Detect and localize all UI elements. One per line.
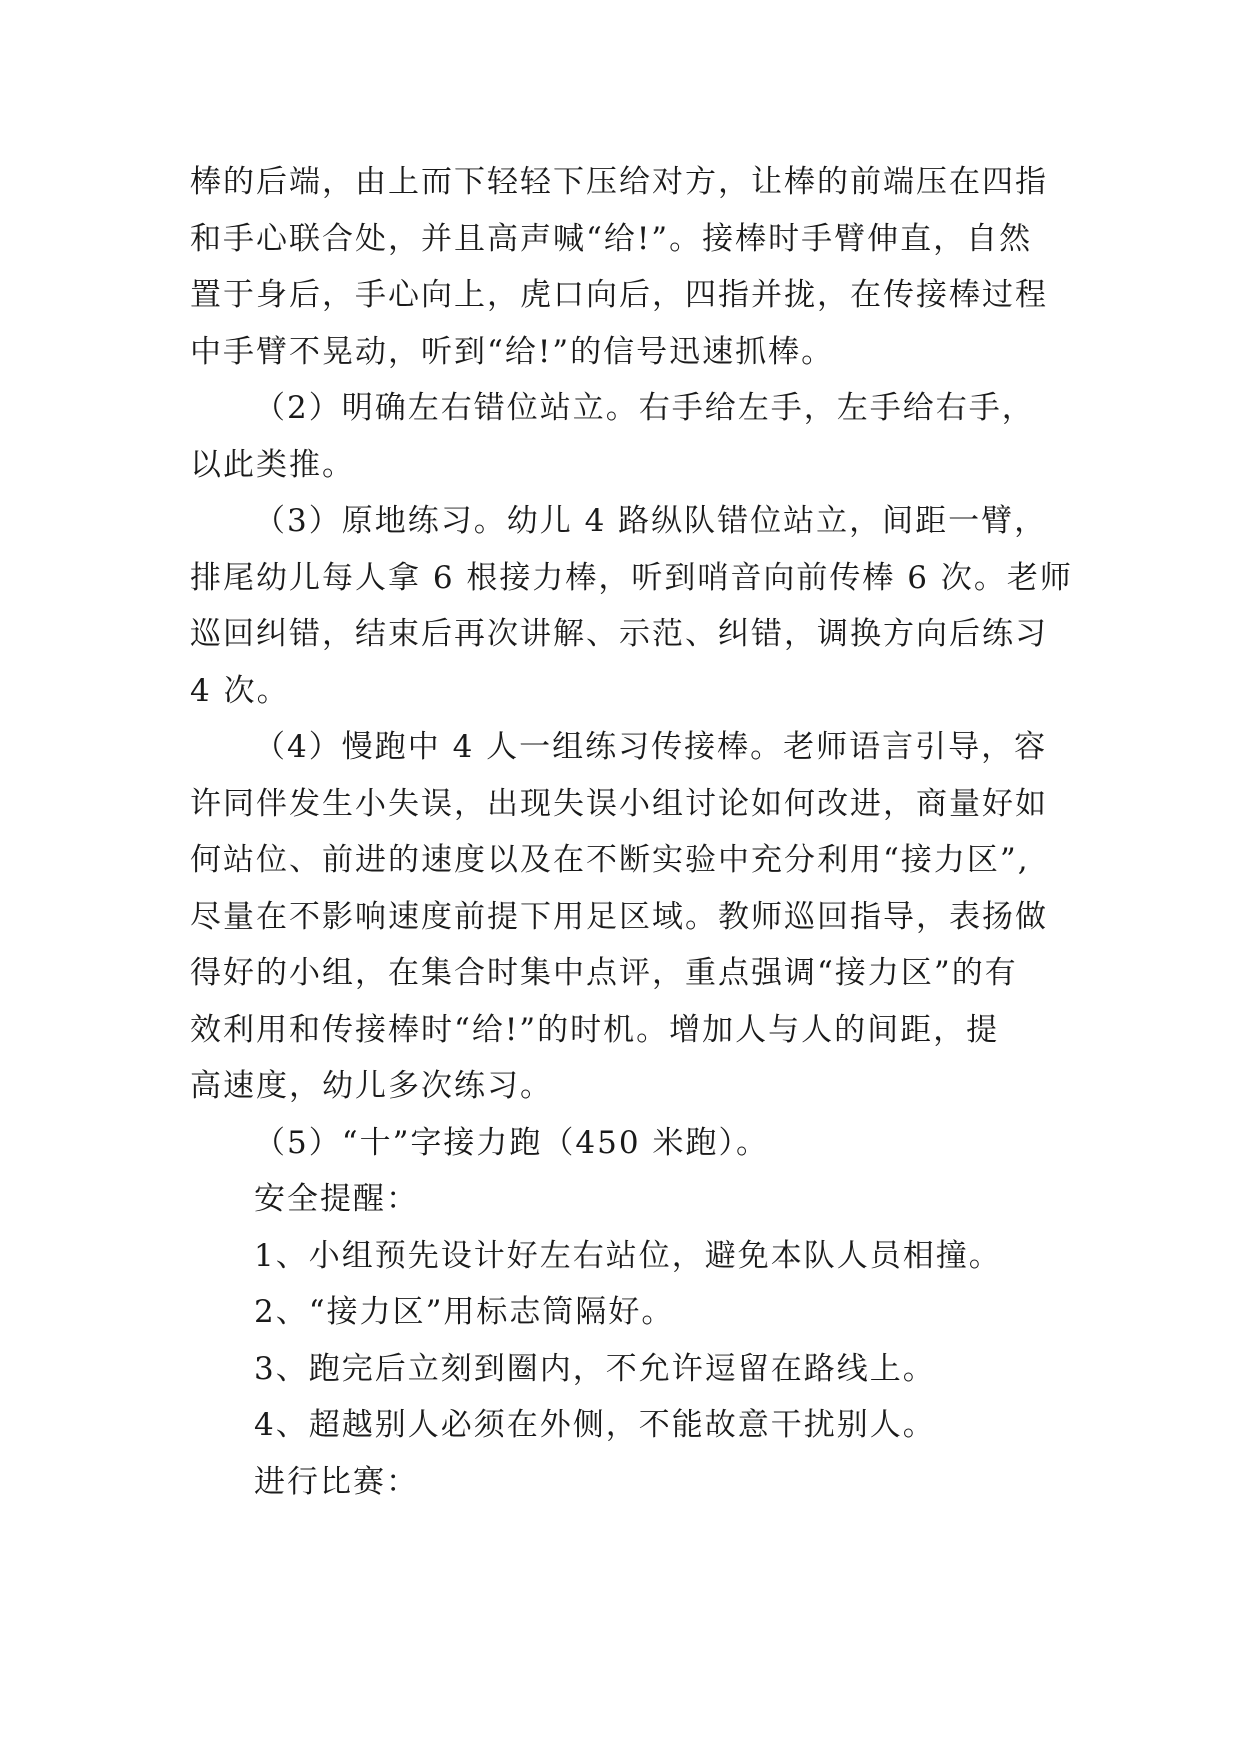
body-text-line: 许同伴发生小失误，出现失误小组讨论如何改进，商量好如 <box>190 786 1048 822</box>
body-text-line: 排尾幼儿每人拿 6 根接力棒，听到哨音向前传棒 6 次。老师 <box>190 560 1073 596</box>
section-heading: 安全提醒： <box>254 1181 419 1217</box>
list-item: 3、跑完后立刻到圈内，不允许逗留在路线上。 <box>254 1351 936 1387</box>
body-text-line: 和手心联合处，并且高声喊“给!”。接棒时手臂伸直，自然 <box>190 221 1033 257</box>
section-heading: 进行比赛： <box>254 1464 419 1500</box>
list-item: 1、小组预先设计好左右站位，避免本队人员相撞。 <box>254 1238 1002 1274</box>
body-text-line: 置于身后，手心向上，虎口向后，四指并拢，在传接棒过程 <box>190 277 1048 313</box>
body-text-line: 尽量在不影响速度前提下用足区域。教师巡回指导，表扬做 <box>190 899 1048 935</box>
body-text-line: （3）原地练习。幼儿 4 路纵队错位站立，间距一臂， <box>254 503 1048 539</box>
body-text-line: 4 次。 <box>190 673 290 709</box>
body-text-line: 何站位、前进的速度以及在不断实验中充分利用“接力区”, <box>190 842 1030 878</box>
body-text-line: （4）慢跑中 4 人一组练习传接棒。老师语言引导，容 <box>254 729 1048 765</box>
list-item: 4、超越别人必须在外侧，不能故意干扰别人。 <box>254 1407 936 1443</box>
body-text-line: 中手臂不晃动，听到“给!”的信号迅速抓棒。 <box>190 334 835 370</box>
body-text-line: 得好的小组，在集合时集中点评，重点强调“接力区”的有 <box>190 955 1018 991</box>
body-text-line: 棒的后端，由上而下轻轻下压给对方，让棒的前端压在四指 <box>190 164 1048 200</box>
body-text-line: （2）明确左右错位站立。右手给左手，左手给右手， <box>254 390 1035 426</box>
body-text-line: 高速度，幼儿多次练习。 <box>190 1068 553 1104</box>
body-text-line: 以此类推。 <box>190 447 355 483</box>
body-text-line: 巡回纠错，结束后再次讲解、示范、纠错，调换方向后练习 <box>190 616 1048 652</box>
body-text-line: （5）“十”字接力跑（450 米跑）。 <box>254 1125 769 1161</box>
list-item: 2、“接力区”用标志筒隔好。 <box>254 1294 675 1330</box>
body-text-line: 效利用和传接棒时“给!”的时机。增加人与人的间距，提 <box>190 1012 1000 1048</box>
